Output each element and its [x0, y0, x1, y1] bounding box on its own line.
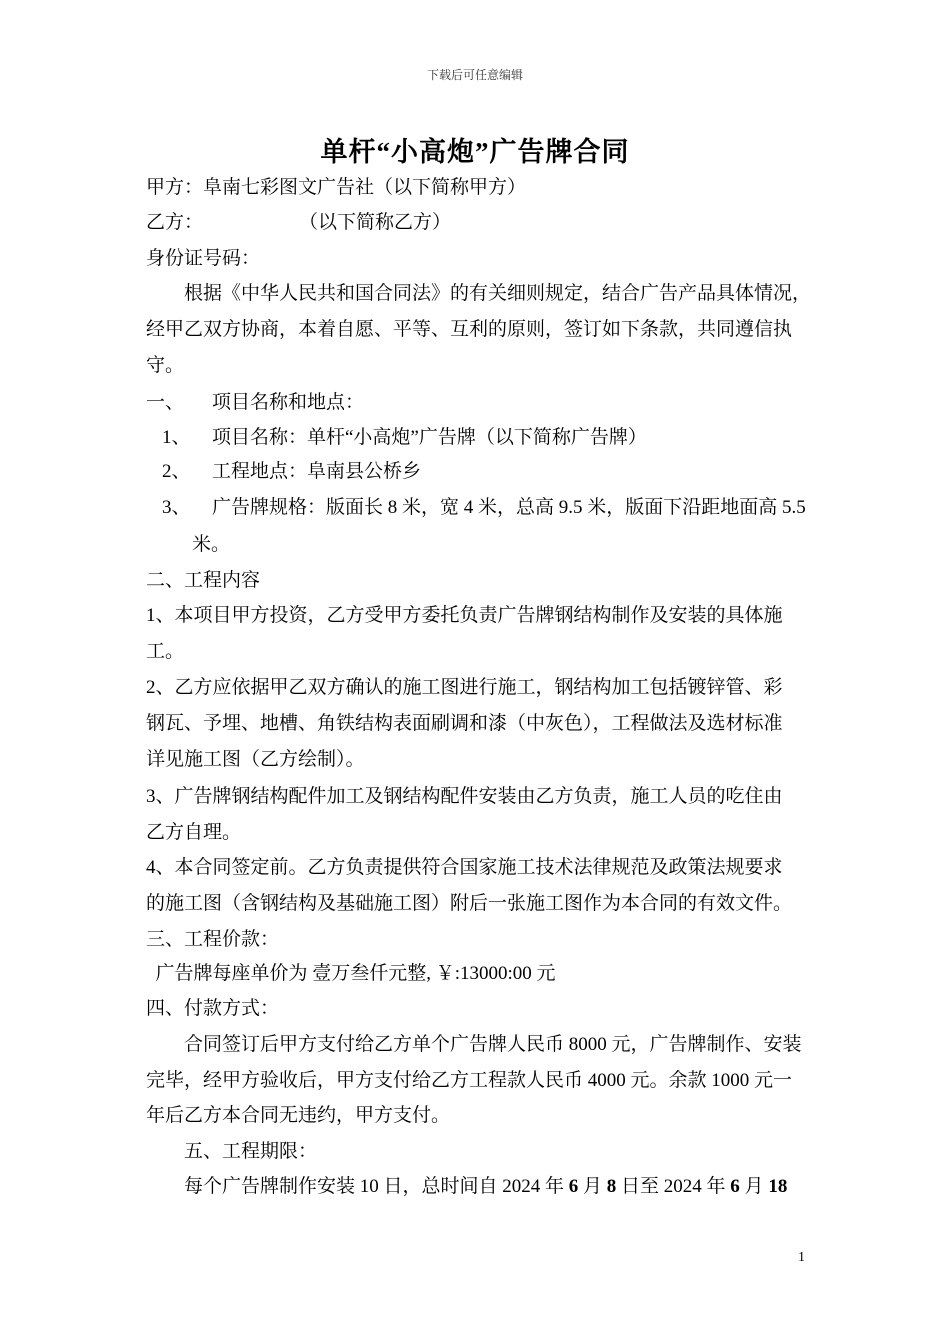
section1-number: 一、 [146, 392, 185, 413]
header-note: 下载后可任意编辑 [426, 68, 523, 82]
start-month: 6 [568, 1176, 579, 1197]
party-a-line: 甲方：阜南七彩图文广告社（以下简称甲方） [146, 177, 527, 198]
section2-line: 钢瓦、予埋、地槽、角铁结构表面刷调和漆（中灰色），工程做法及选材标准 [146, 713, 783, 734]
page-number: 1 [798, 1250, 805, 1265]
section2-line: 的施工图（含钢结构及基础施工图）附后一张施工图作为本合同的有效文件。 [146, 893, 793, 914]
start-day: 8 [606, 1176, 617, 1197]
section2-line: 4、本合同签定前。乙方负责提供符合国家施工技术法律规范及政策法规要求 [146, 857, 783, 878]
party-b-line [146, 211, 451, 235]
section2-line: 2、乙方应依据甲乙双方确认的施工图进行施工，钢结构加工包括镀锌管、彩 [146, 677, 783, 698]
item-text: 项目名称：单杆“小高炮”广告牌（以下简称广告牌） [212, 427, 647, 448]
section1-item-2 [162, 460, 421, 484]
party-b-suffix: （以下简称乙方） [299, 212, 452, 233]
section4-line: 合同签订后甲方支付给乙方单个广告牌人民币 8000 元，广告牌制作、安装 [184, 1034, 802, 1055]
preamble-line-1: 根据《中华人民共和国合同法》的有关细则规定，结合广告产品具体情况， [184, 283, 812, 304]
section4-line: 完毕，经甲方验收后，甲方支付给乙方工程款人民币 4000 元。余款 1000 元一 [146, 1070, 793, 1091]
item-number: 3、 [162, 497, 191, 518]
item-number: 1、 [162, 427, 191, 448]
section2-line: 乙方自理。 [146, 822, 242, 843]
section5-heading: 五、工程期限： [184, 1141, 318, 1162]
section3-heading: 三、工程价款： [146, 929, 280, 950]
end-day: 18 [768, 1176, 788, 1197]
section2-line: 1、本项目甲方投资，乙方受甲方委托负责广告牌钢结构制作及安装的具体施 [146, 605, 783, 626]
section4-heading: 四、付款方式： [146, 998, 280, 1019]
section2-line: 工。 [146, 641, 185, 662]
section2-heading: 二、工程内容 [146, 570, 261, 591]
schedule-mid: 日至 2024 年 [616, 1176, 731, 1197]
month-label: 月 [739, 1176, 769, 1197]
section1-item-1 [162, 426, 647, 450]
item-text: 广告牌规格：版面长 8 米，宽 4 米，总高 9.5 米，版面下沿距地面高 5.5 [212, 497, 806, 518]
schedule-prefix: 每个广告牌制作安装 10 日，总时间自 2024 年 [184, 1176, 569, 1197]
section5-schedule-line [184, 1175, 787, 1199]
section2-line: 3、广告牌钢结构配件加工及钢结构配件安装由乙方负责，施工人员的吃住由 [146, 786, 783, 807]
document-title: 单杆“小高炮”广告牌合同 [320, 137, 630, 167]
section1-item-3-cont: 米。 [192, 534, 231, 555]
item-text: 工程地点：阜南县公桥乡 [212, 461, 422, 482]
id-number-label: 身份证号码： [146, 248, 261, 269]
section1-item-3 [162, 496, 806, 520]
section1-title: 项目名称和地点： [212, 392, 365, 413]
party-b-label: 乙方： [146, 212, 204, 233]
section4-line: 年后乙方本合同无违约，甲方支付。 [146, 1105, 451, 1126]
preamble-line-3: 守。 [146, 355, 185, 376]
preamble-line-2: 经甲乙双方协商，本着自愿、平等、互利的原则，签订如下条款，共同遵信执 [146, 319, 793, 340]
section2-line: 详见施工图（乙方绘制）。 [146, 749, 365, 770]
item-number: 2、 [162, 461, 191, 482]
section1-heading [146, 391, 364, 415]
section3-price-line: 广告牌每座单价为 壹万叁仟元整, ￥:13000:00 元 [146, 963, 556, 984]
end-month: 6 [730, 1176, 740, 1197]
month-label: 月 [578, 1176, 607, 1197]
